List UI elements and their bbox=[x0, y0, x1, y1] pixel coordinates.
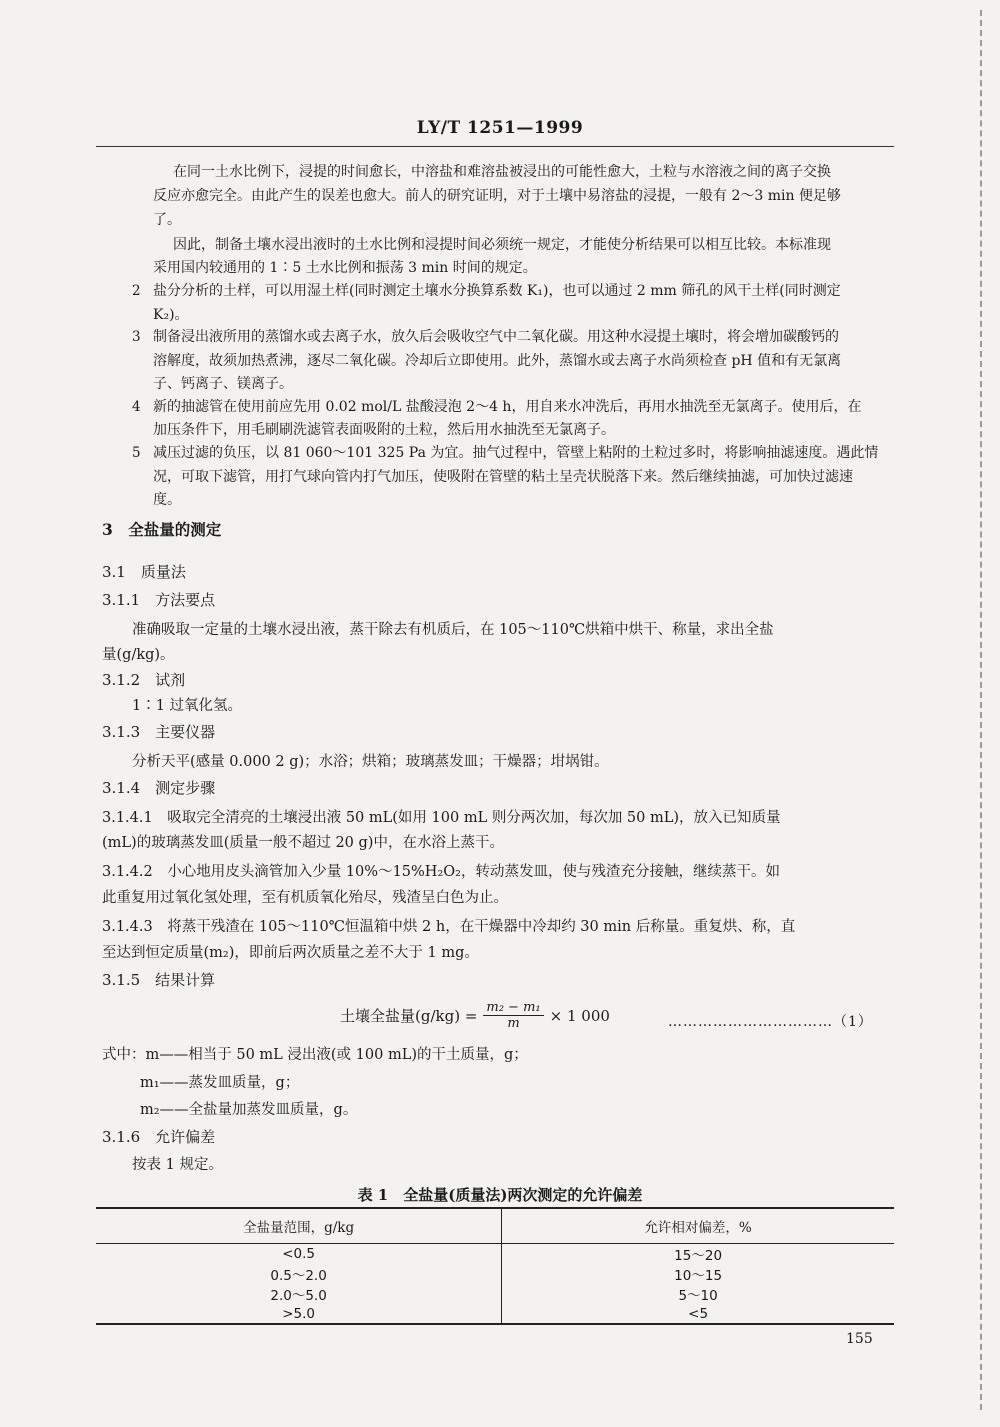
paragraph-line: (mL)的玻璃蒸发皿(质量一般不超过 20 g)中，在水浴上蒸干。 bbox=[102, 835, 504, 851]
note-text-line: 盐分分析的土样，可以用湿土样(同时测定土壤水分换算系数 K₁)，也可以通过 2 mm 筛孔的风干土样(同时测定 bbox=[153, 283, 841, 299]
table-cell: 15～20 bbox=[674, 1248, 723, 1264]
where-line: m₂——全盐量加蒸发皿质量，g。 bbox=[140, 1102, 358, 1118]
formula-number: ……………………………（1） bbox=[668, 1014, 873, 1030]
header-rule bbox=[96, 146, 894, 147]
paragraph-line: 至达到恒定质量(m₂)，即前后两次质量之差不大于 1 mg。 bbox=[102, 945, 479, 961]
note-text-line: 减压过滤的负压，以 81 060～101 325 Pa 为宜。抽气过程中，管壁上粘附的土粒过多时，将影响抽滤速度。遇此情 bbox=[153, 445, 879, 461]
formula bbox=[340, 1000, 610, 1031]
table-cell: 2.0～5.0 bbox=[96, 1284, 502, 1304]
table-header-cell: 全盐量范围，g/kg bbox=[96, 1208, 502, 1244]
subsection-heading: 3.1.3 主要仪器 bbox=[102, 723, 216, 741]
formula-rhs: × 1 000 bbox=[549, 1006, 610, 1025]
note-text-line: 制备浸出液所用的蒸馏水或去离子水，放久后会吸收空气中二氧化碳。用这种水浸提土壤时，将会增加碳酸钙的 bbox=[153, 329, 839, 345]
subsection-heading: 3.1.4 测定步骤 bbox=[102, 779, 216, 797]
table-caption: 表 1 全盐量(质量法)两次测定的允许偏差 bbox=[357, 1186, 643, 1204]
paragraph-line: 3.1.4.2 小心地用皮头滴管加入少量 10%～15%H₂O₂，转动蒸发皿，使与残渣充分接触，继续蒸干。如 bbox=[102, 864, 780, 880]
paragraph-line: 1∶1 过氧化氢。 bbox=[132, 698, 243, 714]
formula-denominator: m bbox=[507, 1016, 520, 1031]
subsection-heading: 3.1.2 试剂 bbox=[102, 671, 186, 689]
intro-p2-line2: 采用国内较通用的 1∶5 土水比例和振荡 3 min 时间的规定。 bbox=[153, 260, 537, 276]
table-row bbox=[96, 1244, 894, 1265]
note-number: 4 bbox=[132, 399, 141, 415]
formula-lhs: 土壤全盐量(g/kg) = bbox=[340, 1007, 478, 1025]
formula-numerator: m₂ − m₁ bbox=[483, 1000, 543, 1016]
table-cell: <0.5 bbox=[96, 1244, 502, 1265]
paragraph-line: 量(g/kg)。 bbox=[102, 647, 175, 663]
where-line: 式中：m——相当于 50 mL 浸出液(或 100 mL)的干土质量，g； bbox=[102, 1047, 528, 1063]
subsection-heading: 3.1.5 结果计算 bbox=[102, 971, 216, 989]
note-text-line: 况，可取下滤管，用打气球向管内打气加压，使吸附在管壁的粘土呈壳状脱落下来。然后继续抽滤，可加快过滤速 bbox=[153, 469, 853, 485]
formula-fraction bbox=[483, 1000, 543, 1031]
table-row bbox=[96, 1264, 894, 1284]
intro-p2-line1: 因此，制备土壤水浸出液时的土水比例和浸提时间必须统一规定，才能使分析结果可以相互比较。本标准现 bbox=[173, 237, 831, 253]
intro-p1-line1: 在同一土水比例下，浸提的时间愈长，中溶盐和难溶盐被浸出的可能性愈大，土粒与水溶液之间的离子交换 bbox=[173, 164, 831, 180]
note-text-line: 加压条件下，用毛刷刷洗滤管表面吸附的土粒，然后用水抽洗至无氯离子。 bbox=[153, 422, 615, 438]
tolerance-table bbox=[96, 1207, 894, 1325]
note-text-line: K₂)。 bbox=[153, 307, 189, 323]
paragraph-line: 3.1.4.1 吸取完全清亮的土壤浸出液 50 mL(如用 100 mL 则分两次加，每次加 50 mL)，放入已知质量 bbox=[102, 810, 781, 826]
table-header-row bbox=[96, 1208, 894, 1244]
paragraph-line: 准确吸取一定量的土壤水浸出液，蒸干除去有机质后，在 105～110℃烘箱中烘干、称量，求出全盐 bbox=[132, 622, 774, 638]
table-cell: >5.0 bbox=[96, 1304, 502, 1324]
table-row bbox=[96, 1304, 894, 1324]
where-line: m₁——蒸发皿质量，g； bbox=[140, 1075, 300, 1091]
subsection-heading: 3.1 质量法 bbox=[102, 563, 186, 581]
table-header-cell: 允许相对偏差，% bbox=[502, 1208, 894, 1244]
paragraph-line: 此重复用过氧化氢处理，至有机质氧化殆尽，残渣呈白色为止。 bbox=[102, 890, 508, 906]
note-number: 3 bbox=[132, 329, 141, 345]
paragraph-line: 3.1.4.3 将蒸干残渣在 105～110℃恒温箱中烘 2 h，在干燥器中冷却约 30 min 后称量。重复烘、称，直 bbox=[102, 919, 796, 935]
table-cell: <5 bbox=[502, 1304, 894, 1324]
paragraph-line: 分析天平(感量 0.000 2 g)；水浴；烘箱；玻璃蒸发皿；干燥器；坩埚钳。 bbox=[132, 754, 609, 770]
subsection-heading: 3.1.6 允许偏差 bbox=[102, 1128, 216, 1146]
note-text-line: 溶解度，故须加热煮沸，逐尽二氧化碳。冷却后立即使用。此外，蒸馏水或去离子水尚须检查 pH 值和有无氯离 bbox=[153, 353, 842, 369]
page-number: 155 bbox=[846, 1331, 873, 1347]
section-heading: 3 全盐量的测定 bbox=[102, 520, 222, 539]
intro-p1-line3: 了。 bbox=[153, 212, 181, 228]
standard-header: LY/T 1251—1999 bbox=[416, 118, 584, 138]
note-number: 2 bbox=[132, 283, 141, 299]
note-text-line: 新的抽滤管在使用前应先用 0.02 mol/L 盐酸浸泡 2～4 h，用自来水冲洗后，再用水抽洗至无氯离子。使用后，在 bbox=[153, 399, 862, 415]
table-row bbox=[96, 1284, 894, 1304]
note-number: 5 bbox=[132, 445, 141, 461]
note-text-line: 度。 bbox=[153, 492, 181, 508]
intro-p1-line2: 反应亦愈完全。由此产生的误差也愈大。前人的研究证明，对于土壤中易溶盐的浸提，一般有 2～3 min 便足够 bbox=[153, 188, 841, 204]
table-cell: 5～10 bbox=[678, 1288, 718, 1304]
table-cell: 10～15 bbox=[674, 1268, 723, 1284]
table-cell: 0.5～2.0 bbox=[96, 1264, 502, 1284]
note-text-line: 子、钙离子、镁离子。 bbox=[153, 376, 293, 392]
subsection-heading: 3.1.1 方法要点 bbox=[102, 591, 216, 609]
paragraph-line: 按表 1 规定。 bbox=[132, 1157, 223, 1173]
